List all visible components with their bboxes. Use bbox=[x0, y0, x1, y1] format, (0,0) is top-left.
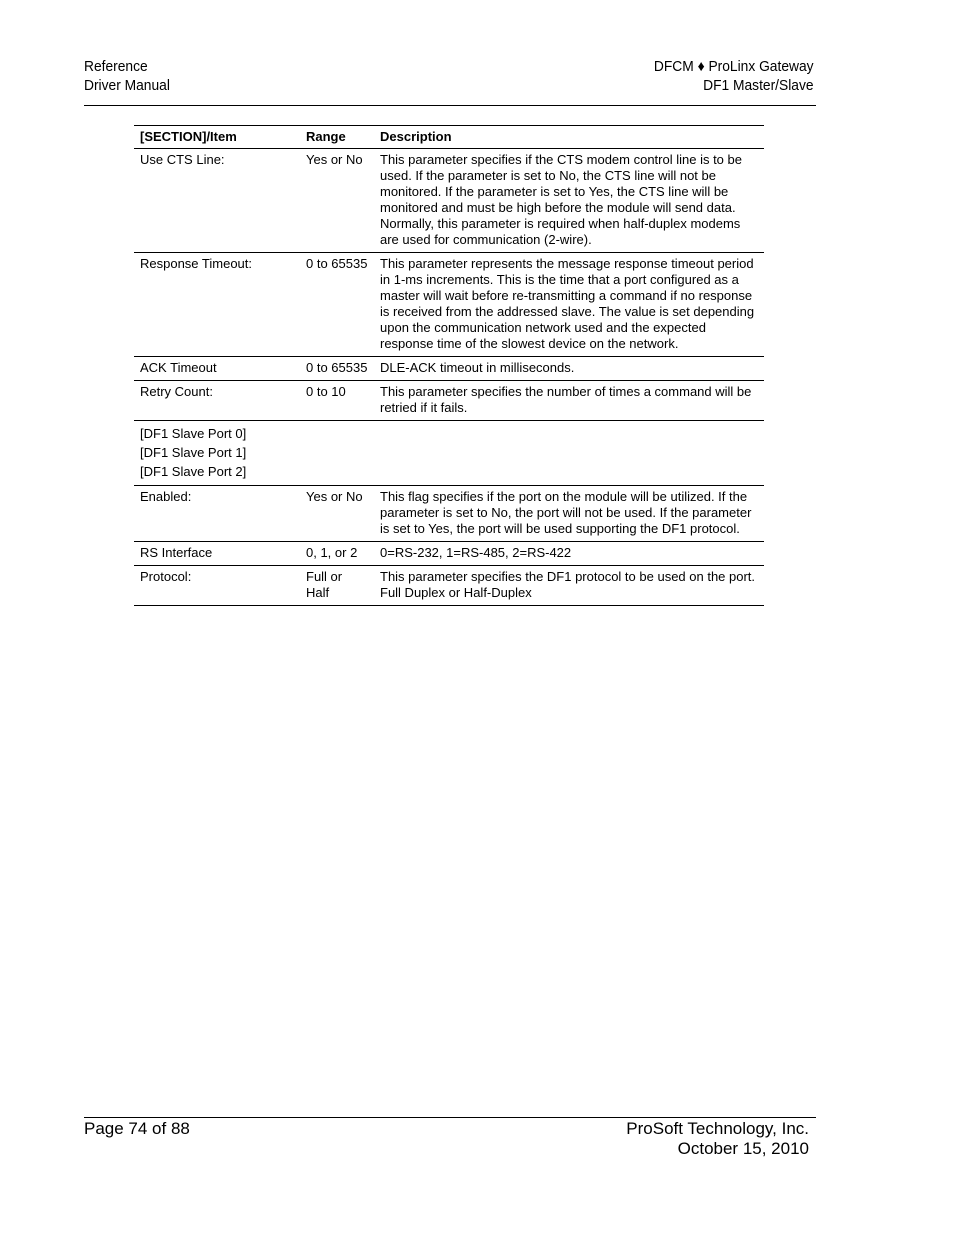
item-cell: RS Interface bbox=[134, 542, 300, 566]
header-product-name: DFCM ♦ ProLinx Gateway bbox=[654, 58, 814, 75]
range-cell: Yes or No bbox=[300, 149, 374, 253]
column-header-range: Range bbox=[300, 126, 374, 149]
description-cell bbox=[374, 421, 764, 486]
section-names-cell bbox=[134, 421, 300, 486]
header-protocol-name: DF1 Master/Slave bbox=[703, 77, 814, 94]
item-cell: Enabled: bbox=[134, 486, 300, 542]
table-header-row bbox=[134, 126, 764, 149]
range-cell: 0 to 65535 bbox=[300, 357, 374, 381]
parameter-table bbox=[134, 125, 764, 606]
item-cell: Response Timeout: bbox=[134, 253, 300, 357]
section-name: [DF1 Slave Port 0] bbox=[140, 426, 247, 441]
item-cell: Retry Count: bbox=[134, 381, 300, 421]
range-cell bbox=[300, 421, 374, 486]
item-cell: Use CTS Line: bbox=[134, 149, 300, 253]
section-name: [DF1 Slave Port 2] bbox=[140, 464, 247, 479]
page-header-left bbox=[84, 57, 170, 95]
item-cell: Protocol: bbox=[134, 566, 300, 606]
range-cell: 0 to 65535 bbox=[300, 253, 374, 357]
description-cell: This flag specifies if the port on the module will be utilized. If the parameter is set to No, the port will not be used. If the parameter is set to Yes, the port will be used supporting the DF1 protocol. bbox=[374, 486, 764, 542]
header-section-name: Reference bbox=[84, 58, 148, 75]
range-cell: 0 to 10 bbox=[300, 381, 374, 421]
footer-company: ProSoft Technology, Inc. bbox=[626, 1119, 809, 1138]
header-manual-name: Driver Manual bbox=[84, 77, 170, 94]
section-name: [DF1 Slave Port 1] bbox=[140, 445, 247, 460]
page-header-right bbox=[654, 57, 814, 95]
page-footer-right bbox=[626, 1119, 809, 1159]
table-row bbox=[134, 486, 764, 542]
description-cell: 0=RS-232, 1=RS-485, 2=RS-422 bbox=[374, 542, 764, 566]
description-cell: This parameter specifies the DF1 protocol to be used on the port. Full Duplex or Half-Duplex bbox=[374, 566, 764, 606]
description-cell: This parameter specifies if the CTS modem control line is to be used. If the parameter is set to No, the CTS line will not be monitored. If the parameter is set to Yes, the CTS line will be monitored and must be high before the module will send data. Normally, this parameter is required when half-duplex modems are used for communication (2-wire). bbox=[374, 149, 764, 253]
table-row bbox=[134, 566, 764, 606]
column-header-item: [SECTION]/Item bbox=[134, 126, 300, 149]
footer-date: October 15, 2010 bbox=[677, 1139, 809, 1158]
table-row bbox=[134, 357, 764, 381]
item-cell: ACK Timeout bbox=[134, 357, 300, 381]
description-cell: DLE-ACK timeout in milliseconds. bbox=[374, 357, 764, 381]
range-cell: 0, 1, or 2 bbox=[300, 542, 374, 566]
column-header-description: Description bbox=[374, 126, 764, 149]
description-cell: This parameter represents the message response timeout period in 1-ms increments. This is the time that a port configured as a master will wait before re-transmitting a command if no response is received from the addressed slave. The value is set depending upon the communication network used and the expected response time of the slowest device on the network. bbox=[374, 253, 764, 357]
table-row bbox=[134, 149, 764, 253]
range-cell: Yes or No bbox=[300, 486, 374, 542]
page-number: Page 74 of 88 bbox=[84, 1119, 190, 1138]
header-divider bbox=[84, 105, 816, 106]
table-row bbox=[134, 253, 764, 357]
section-heading-row bbox=[134, 421, 764, 486]
table-row bbox=[134, 381, 764, 421]
description-cell: This parameter specifies the number of times a command will be retried if it fails. bbox=[374, 381, 764, 421]
table-row bbox=[134, 542, 764, 566]
footer-divider bbox=[84, 1117, 816, 1118]
range-cell: Full or Half bbox=[300, 566, 374, 606]
